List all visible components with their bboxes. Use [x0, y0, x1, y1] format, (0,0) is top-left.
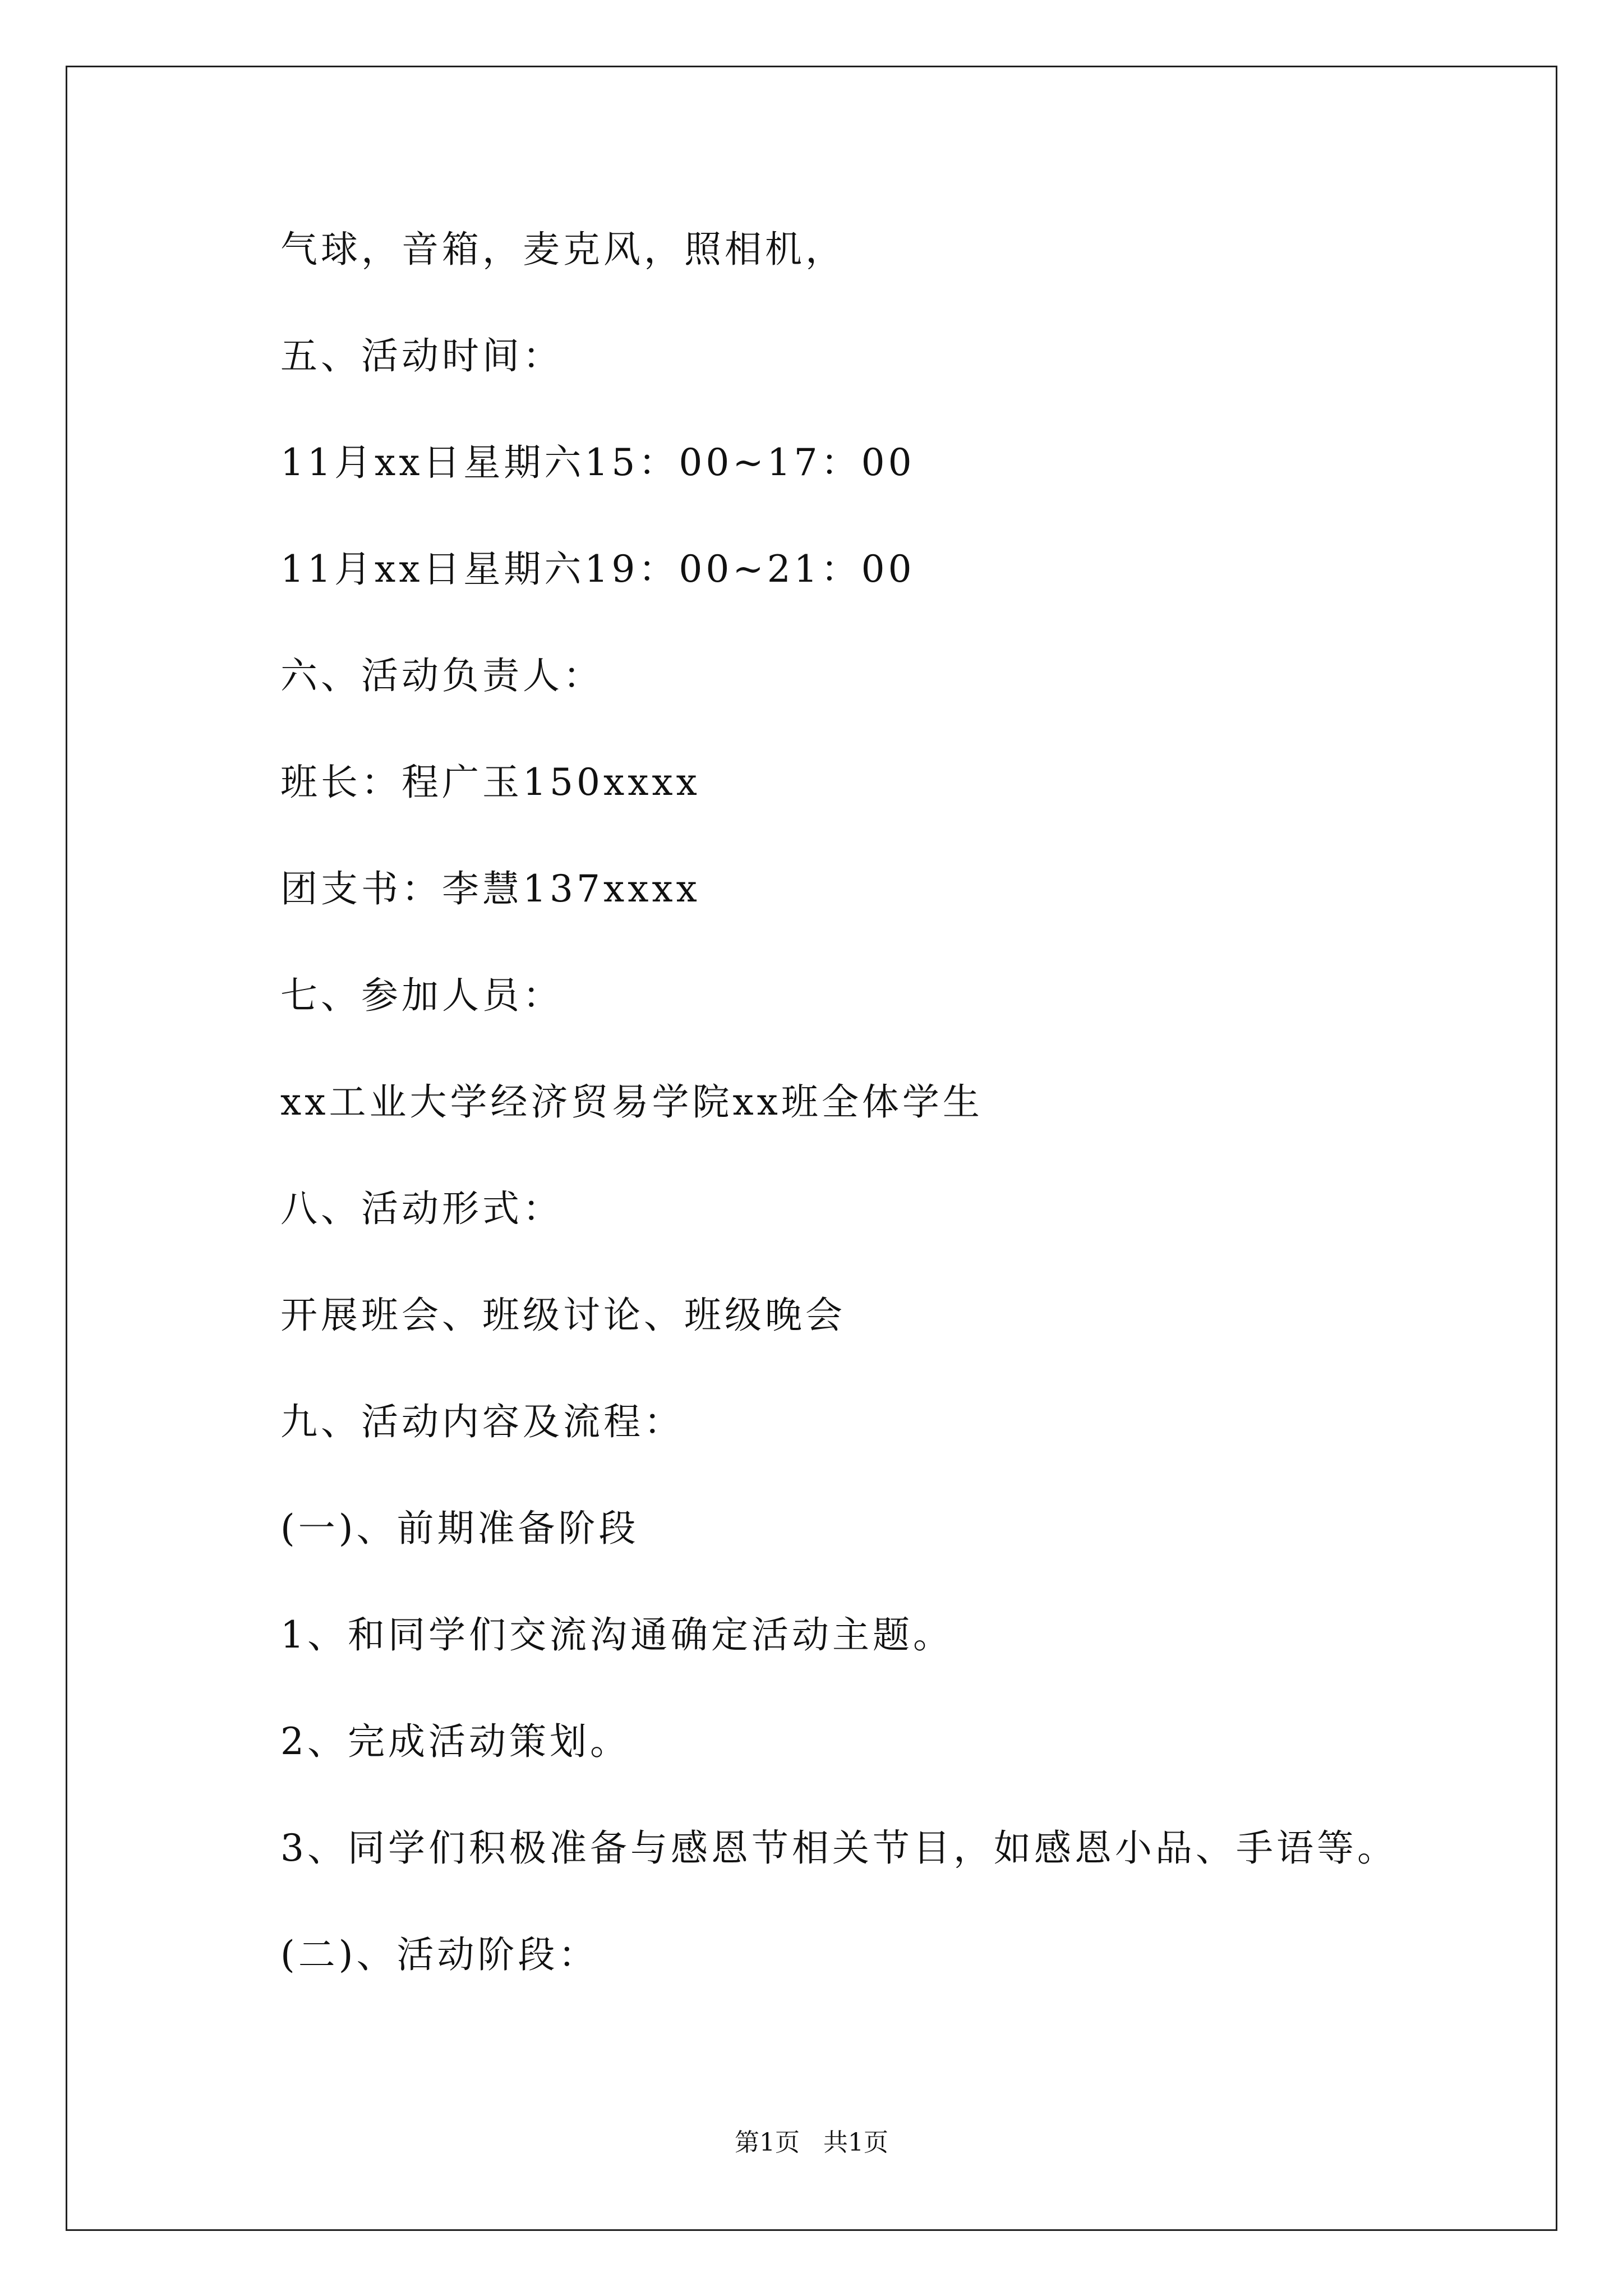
text-line: 开展班会、班级讨论、班级晚会: [280, 1294, 846, 1337]
text-line: 班长：程广玉150xxxx: [280, 761, 700, 804]
section-heading-format: 八、活动形式：: [280, 1187, 563, 1230]
text-line: 11月xx日星期六19：00~21：00: [280, 547, 915, 591]
section-heading-content: 九、活动内容及流程：: [280, 1400, 684, 1443]
page-footer: 第1页 共1页: [735, 2128, 888, 2157]
text-line: xx工业大学经济贸易学院xx班全体学生: [280, 1080, 983, 1124]
list-item: 2、完成活动策划。: [280, 1720, 630, 1763]
text-line: 11月xx日星期六15：00~17：00: [280, 441, 915, 484]
section-heading-leader: 六、活动负责人：: [280, 654, 603, 697]
text-line: 团支书：李慧137xxxx: [280, 867, 700, 910]
list-item: 3、同学们积极准备与感恩节相关节目，如感恩小品、手语等。: [280, 1826, 1398, 1870]
document-body: [280, 224, 1514, 2036]
text-line: 气球，音箱，麦克风，照相机，: [280, 228, 846, 271]
subsection-heading: (二)、活动阶段：: [280, 1933, 599, 1976]
section-heading-time: 五、活动时间：: [280, 334, 563, 378]
list-item: 1、和同学们交流沟通确定活动主题。: [280, 1613, 953, 1657]
section-heading-participants: 七、参加人员：: [280, 974, 563, 1017]
subsection-heading: (一)、前期准备阶段: [280, 1507, 639, 1550]
